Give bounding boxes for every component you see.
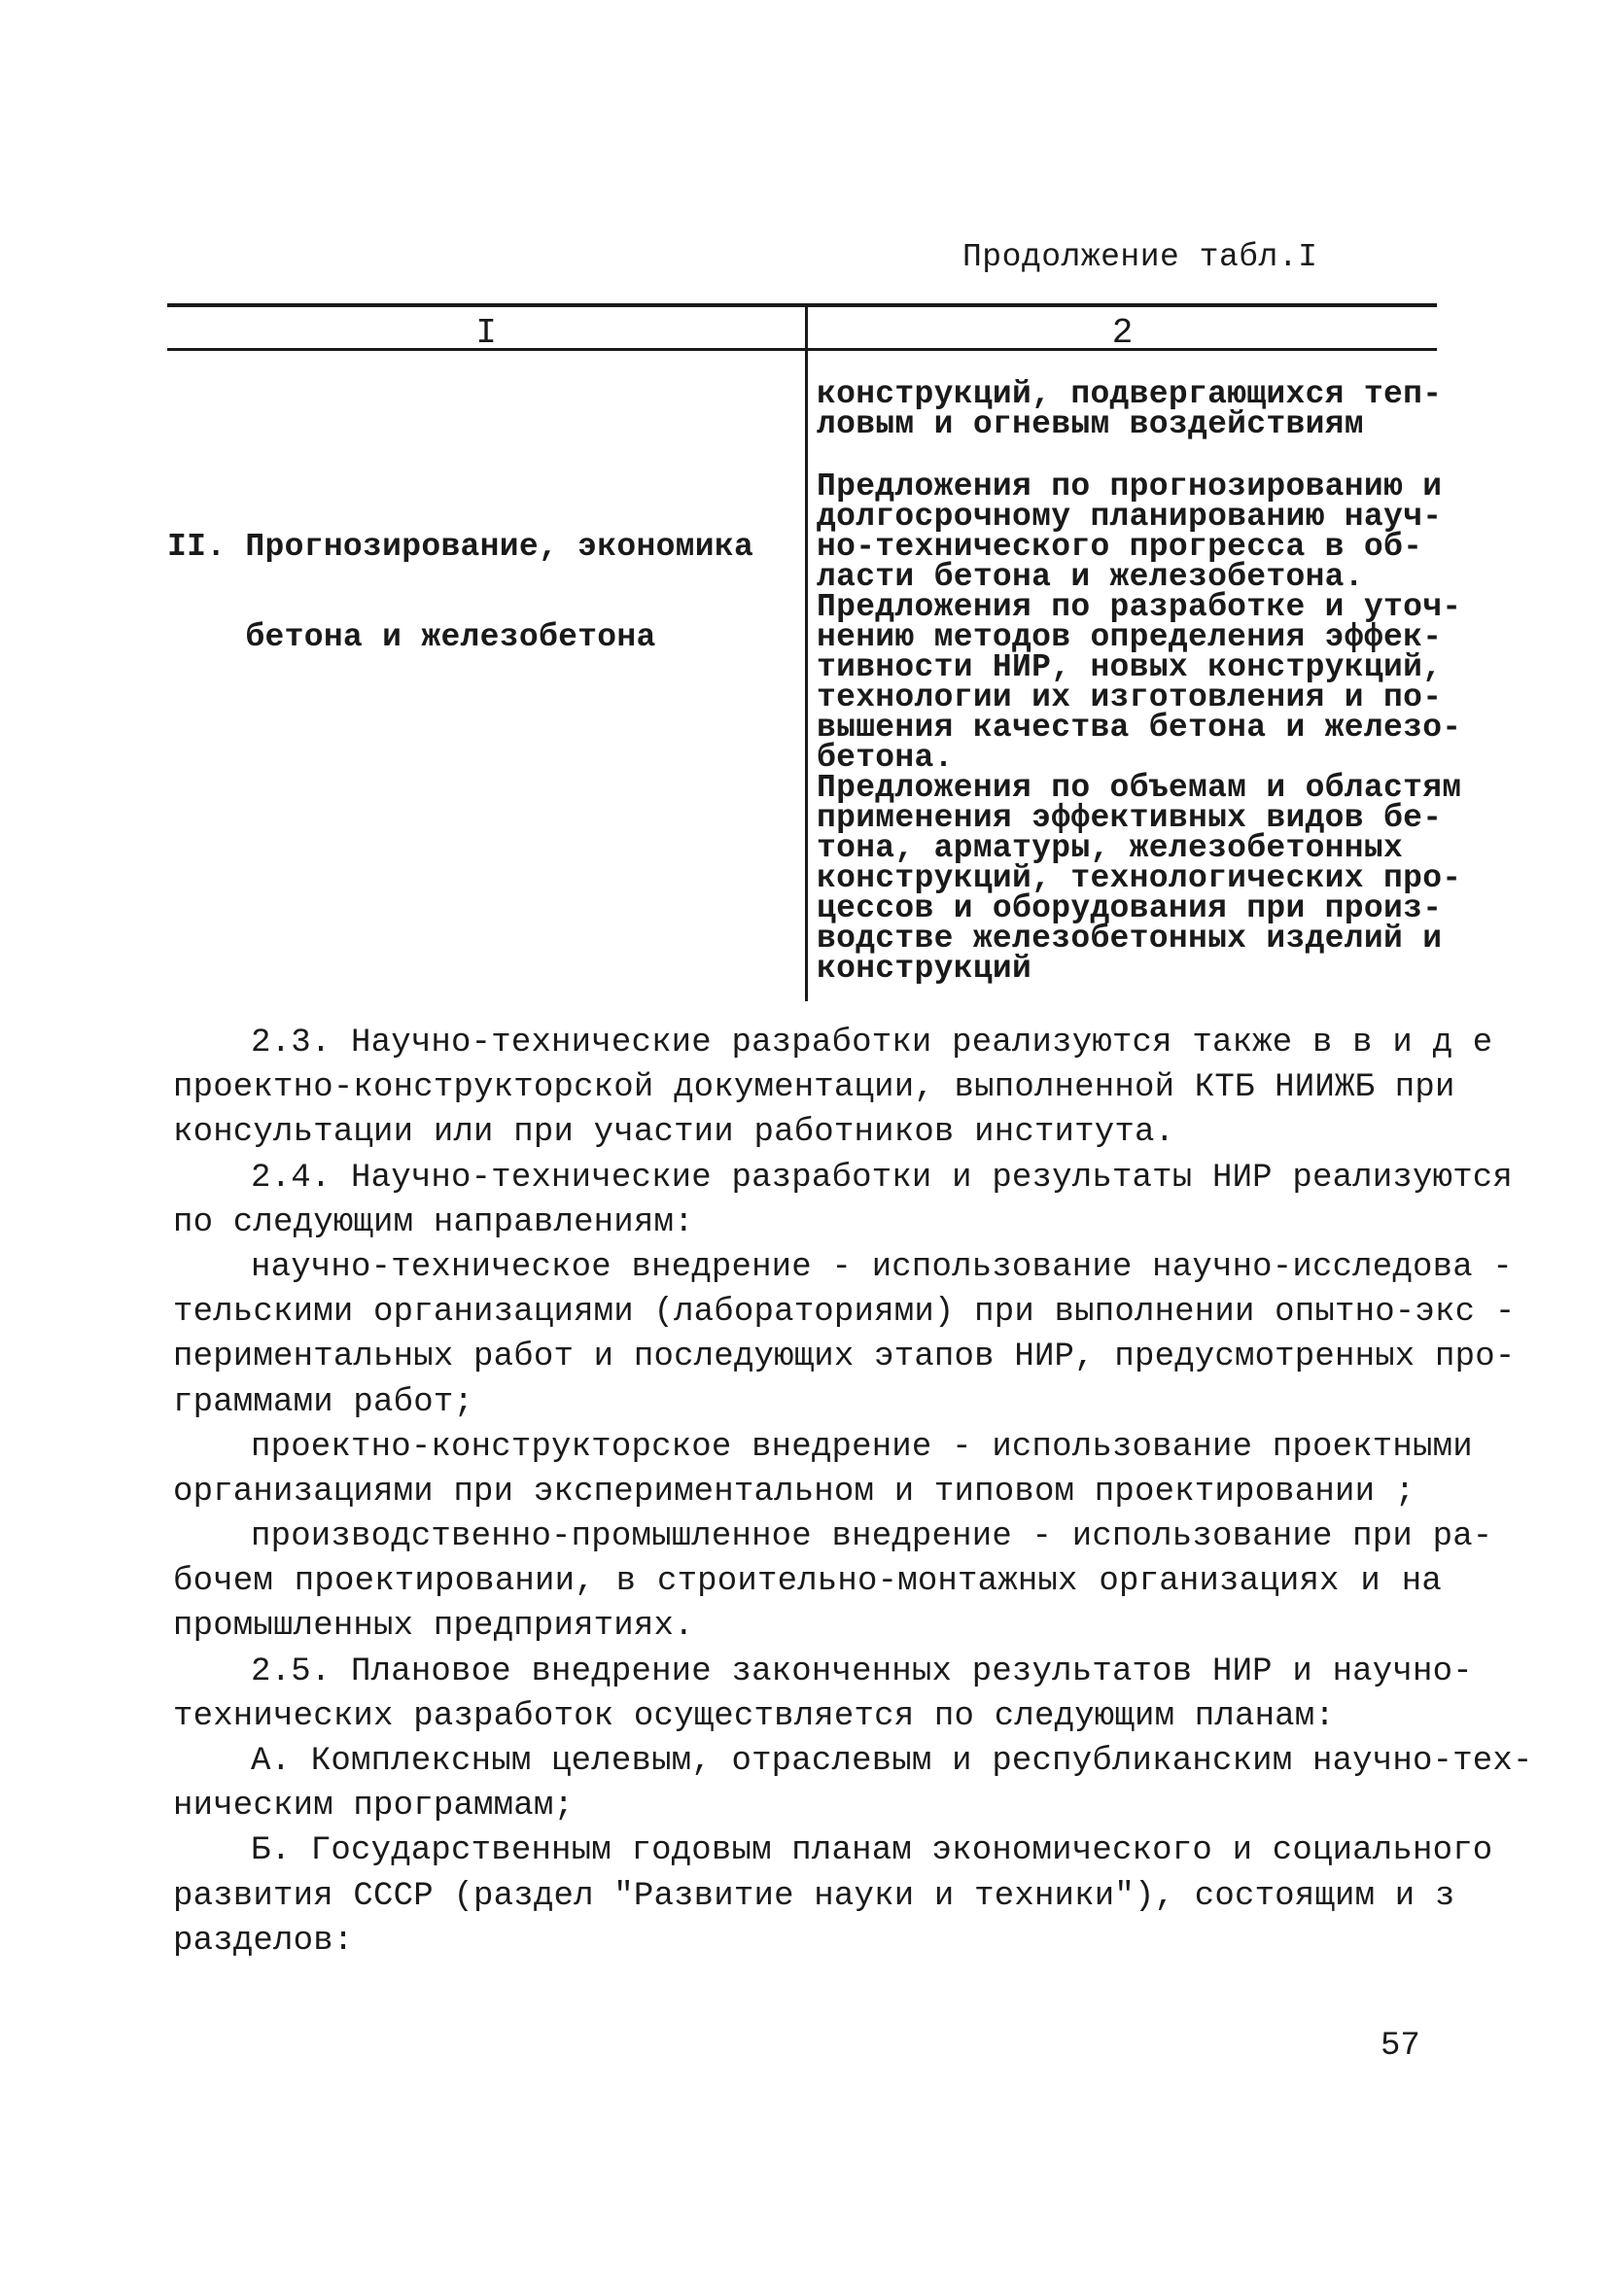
- body-line: 2.4. Научно-технические разработки и результаты НИР реализуются: [251, 1159, 1514, 1197]
- table-column-divider: [805, 303, 808, 1001]
- body-line: научно-техническое внедрение - использование научно-исследова -: [251, 1248, 1514, 1286]
- body-line: тельскими организациями (лабораториями) при выполнении опытно-экс -: [173, 1294, 1516, 1332]
- cell-line: долгосрочному планированию науч-: [817, 499, 1443, 535]
- body-line: периментальных работ и последующих этапов НИР, предусмотренных про-: [173, 1339, 1516, 1376]
- cell-line: нению методов определения эффек-: [817, 619, 1443, 655]
- body-line: бочем проектировании, в строительно-монтажных организациях и на: [173, 1563, 1442, 1601]
- table-row-2-col1: [167, 471, 753, 713]
- page-number: 57: [1381, 2028, 1420, 2065]
- table-header-col1: I: [475, 313, 497, 353]
- body-line: граммами работ;: [173, 1383, 474, 1421]
- cell-line: но-технического прогресса в об-: [817, 529, 1423, 565]
- cell-line: конструкций: [817, 951, 1032, 987]
- cell-line: бетона.: [817, 740, 954, 776]
- body-line: развития СССР (раздел "Развитие науки и техники"), состоящим и з: [173, 1877, 1455, 1915]
- body-line: ническим программам;: [173, 1788, 575, 1826]
- cell-line: II. Прогнозирование, экономика: [167, 529, 754, 565]
- cell-line: конструкций, технологических про-: [817, 860, 1462, 896]
- body-line: Б. Государственным годовым планам экономического и социального: [251, 1832, 1493, 1870]
- table-row-1-col2: [817, 376, 1443, 442]
- cell-line: тона, арматуры, железобетонных: [817, 830, 1404, 866]
- table-top-rule: [167, 303, 1437, 307]
- cell-line: вышения качества бетона и железо-: [817, 710, 1462, 746]
- cell-line: ласти бетона и железобетона.: [817, 559, 1364, 595]
- table-row-2-col2: [817, 469, 1462, 987]
- cell-line: тивности НИР, новых конструкций,: [817, 649, 1443, 685]
- body-line: 2.5. Плановое внедрение законченных результатов НИР и научно-: [251, 1652, 1473, 1690]
- body-line: проектно-конструкторское внедрение - использование проектными: [251, 1428, 1473, 1466]
- body-line: промышленных предприятиях.: [173, 1608, 694, 1646]
- body-line: производственно-промышленное внедрение - использование при ра-: [251, 1518, 1493, 1556]
- table-caption: Продолжение табл.I: [962, 239, 1318, 275]
- cell-line: Предложения по прогнозированию и: [817, 469, 1443, 504]
- body-line: разделов:: [173, 1922, 354, 1960]
- cell-line: бетона и железобетона: [167, 619, 656, 655]
- cell-line: конструкций, подвергающихся теп-: [817, 376, 1443, 412]
- body-line: технических разработок осуществляется по следующим планам:: [173, 1697, 1335, 1735]
- cell-line: цессов и оборудования при произ-: [817, 890, 1443, 926]
- body-line: проектно-конструкторской документации, выполненной КТБ НИИЖБ при: [173, 1069, 1455, 1107]
- cell-line: Предложения по объемам и областям: [817, 770, 1462, 806]
- body-line: по следующим направлениям:: [173, 1203, 694, 1241]
- body-line: организациями при экспериментальном и типовом проектировании ;: [173, 1473, 1416, 1511]
- cell-line: ловым и огневым воздействиям: [817, 406, 1364, 442]
- body-line: А. Комплексным целевым, отраслевым и республиканским научно-тех-: [251, 1743, 1533, 1780]
- body-text: [173, 1021, 1533, 1964]
- body-line: 2.3. Научно-технические разработки реализуются также в в и д е: [251, 1025, 1493, 1061]
- cell-line: применения эффективных видов бе-: [817, 800, 1443, 836]
- cell-line: Предложения по разработке и уточ-: [817, 589, 1462, 625]
- table-header-col2: 2: [1111, 313, 1134, 353]
- body-line: консультации или при участии работников института.: [173, 1114, 1175, 1152]
- cell-line: технологии их изготовления и по-: [817, 679, 1443, 715]
- cell-line: водстве железобетонных изделий и: [817, 921, 1443, 957]
